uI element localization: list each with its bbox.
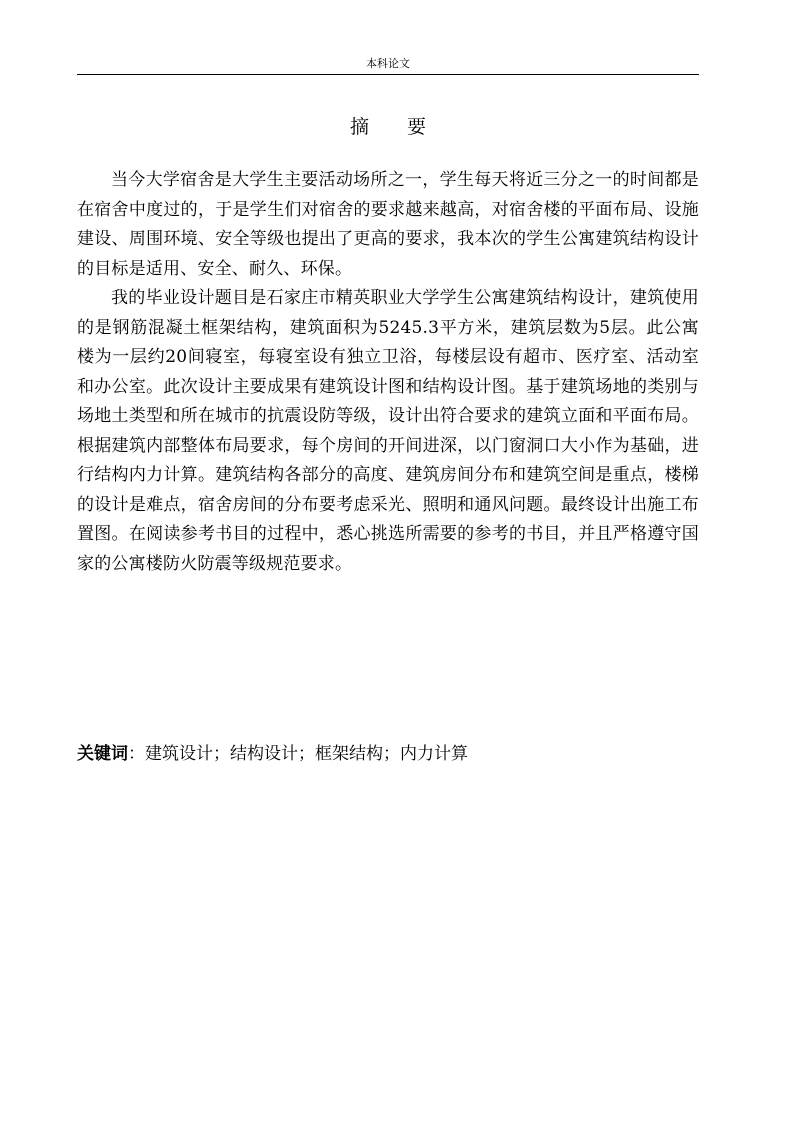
keywords-separator: ： xyxy=(128,744,145,764)
keywords-line xyxy=(77,741,699,767)
keywords-text: 建筑设计；结构设计；框架结构；内力计算 xyxy=(145,744,468,764)
abstract-body xyxy=(77,166,699,579)
abstract-paragraph-1: 当今大学宿舍是大学生主要活动场所之一，学生每天将近三分之一的时间都是在宿舍中度过的，于是学生们对宿舍的要求越来越高，对宿舍楼的平面布局、设施建设、周围环境、安全等级也提出了更高的要求，我本次的学生公寓建筑结构设计的目标是适用、安全、耐久、环保。 xyxy=(77,170,699,279)
keywords-label: 关键词 xyxy=(77,744,128,764)
abstract-paragraph-2: 我的毕业设计题目是石家庄市精英职业大学学生公寓建筑结构设计，建筑使用的是钢筋混凝土框架结构，建筑面积为5245.3平方米，建筑层数为5层。此公寓楼为一层约20间寝室，每寝室设有独立卫浴，每楼层设有超市、医疗室、活动室和办公室。此次设计主要成果有建筑设计图和结构设计图。基于建筑场地的类别与场地土类型和所在城市的抗震设防等级，设计出符合要求的建筑立面和平面布局。根据建筑内部整体布局要求，每个房间的开间进深，以门窗洞口大小作为基础，进行结构内力计算。建筑结构各部分的高度、建筑房间分布和建筑空间是重点，楼梯的设计是难点，宿舍房间的分布要考虑采光、照明和通风问题。最终设计出施工布置图。在阅读参考书目的过程中，悉心挑选所需要的参考的书目，并且严格遵守国家的公寓楼防火防震等级规范要求。 xyxy=(77,288,699,574)
abstract-title: 摘 要 xyxy=(349,116,426,138)
page-header xyxy=(77,52,699,75)
header-text: 本科论文 xyxy=(366,57,410,70)
